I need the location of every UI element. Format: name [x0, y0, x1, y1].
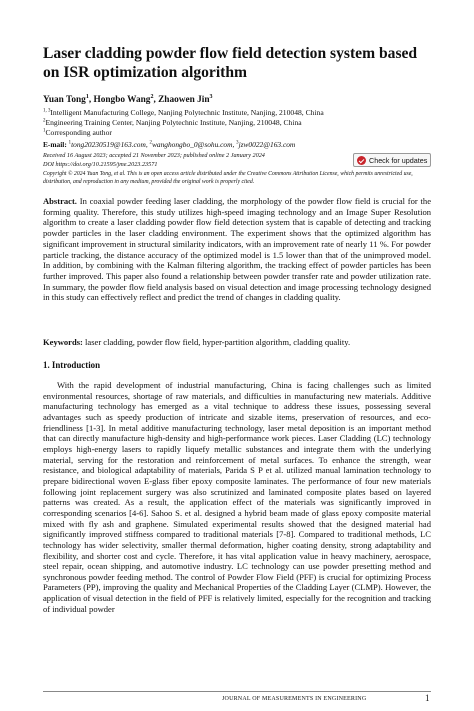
affiliation: $^{1, 3}$Intelligent Manufacturing College, Nanjing Polytechnic Institute, Nanjing, 210048, China — [43, 108, 324, 117]
affiliations — [43, 108, 431, 138]
keywords — [43, 337, 431, 348]
email-link[interactable]: wanghongbo_0@sohu.com, — [151, 140, 235, 149]
email-link[interactable]: tong20230519@163.com, — [71, 140, 148, 149]
abstract-label: Abstract. — [43, 196, 77, 206]
author-name: Yuan Tong — [43, 95, 86, 105]
section-heading: 1. Introduction — [43, 360, 101, 370]
abstract-text: In coaxial powder feeding laser cladding, the morphology of the powder flow field is crucial for the forming quality. Therefore, this study utilizes high-speed imaging technology and an Image Super Resolution algorithm to create a laser cladding powder flow field detection system that is capable of detecting and tracking powder particles in the laser cladding environment. The experiment shows that the optimized algorithm has significant improvement in structural similarity indicators, with an improvement rate of nearly 11 %. For powder particle tracking, the distance accuracy of the optimized model is 1.5 lower than that of the unimproved model. In addition, by combining with the Kalman filtering algorithm, the tracking effect of powder particles has been further improved. This paper also found a relationship between powder transfer rate and powder utilization rate. In summary, the powder flow field analysis based on visual detection and image processing technology designed in this study can effectively reflect and predict the trend of changes in cladding quality. — [43, 196, 431, 303]
doi-link[interactable]: DOI https://doi.org/10.21595/jme.2023.23571 — [43, 160, 158, 168]
publication-dates — [43, 152, 338, 169]
author-sup: 2 — [150, 93, 154, 100]
author-name: Zhaowen Jin — [158, 95, 210, 105]
affiliation: $^2$Engineering Training Center, Nanjing Polytechnic Institute, Nanjing, 210048, China — [43, 118, 302, 127]
email-line: E-mail: $^1$tong20230519@163.com, $^2$wanghongbo_0@sohu.com, $^3$jzw0022@163.com — [43, 140, 296, 149]
author-list: Yuan Tong$^1$, Hongbo Wang$^2$, Zhaowen Jin$^3$ — [43, 93, 213, 105]
author-sup: 1 — [85, 93, 89, 100]
email-label: E-mail: — [43, 140, 67, 149]
author-sup: 3 — [209, 93, 213, 100]
check-updates-icon — [357, 156, 366, 165]
footer-divider — [43, 691, 431, 692]
check-for-updates-button[interactable] — [353, 153, 431, 167]
abstract — [43, 196, 431, 303]
email-link[interactable]: jzw0022@163.com — [238, 140, 296, 149]
introduction-paragraph: With the rapid development of industrial manufacturing, China is facing challenges such as limited environmental resources, shortage of raw materials, and difficulties in manufacturing new materials. Additive manufacturing technology has emerged as a vital technique to address these issues, possessing several advantages such as speedy production of intricate and sizable items, preservation of resources, and eco-friendliness [1-3]. In metal additive manufacturing technology, laser metal deposition is an important method that can directly manufacture high-density and high-performance work pieces. Laser Cladding (LC) technology employs high-energy lasers to rapidly liquefy metallic substances and integrate them with the underlying material, serving for the restoration and reinforcement of metal surfaces. To enhance the strength, wear resistance, and biological adaptability of materials, Parida S P et al. utilized manual lamination technology to prepare bidirectional woven E-glass fiber epoxy composite laminates. The performance of four new materials following joint replacement surgery was also scrutinized and laminated composite plates based on layered patterns was created. As a result, the application effect of the materials was significantly improved in corresponding scenarios [4-6]. Sahoo S. et al. designed a hybrid beam made of glass epoxy composite material mixed with fly ash and graphene. Simulated experimental results showed that the designed material had significantly improved stiffness compared to traditional materials [7-8]. Compared to traditional methods, LC technology has wider selectivity, smaller thermal deformation, higher coating density, strong adaptability and flexibility, and shorter cost and cycle. Therefore, it has vital application value in heavy machinery, aerospace, steel repair, ocean shipping, and automotive industry. LC technology can use powder presetting method and synchronous powder feeding method. The control of Powder Flow Field (PFF) is crucial for optimizing Process Parameters (PP), improving the quality and Mechanical Properties of the Cladding Layer (CLMP). However, the application of visual detection in the field of PFF is relatively limited, especially for the recognition and tracking of individual powder — [43, 380, 431, 614]
received-line: Received 16 August 2023; accepted 21 November 2023; published online 2 January 2024 — [43, 152, 265, 159]
paper-title: Laser cladding powder flow field detection system based on ISR optimization algorithm — [43, 45, 418, 81]
copyright-notice: Copyright © 2024 Yuan Tong, et al. This is an open access article distributed under the Creative Commons Attribution License, which permits unrestricted use, distribution, and reproduction in any medium, provided the original work is properly cited. — [43, 171, 413, 185]
author-name: Hongbo Wang — [93, 95, 151, 105]
check-updates-label: Check for updates — [369, 155, 428, 165]
corresponding-author-note: $^1$Corresponding author — [43, 128, 112, 137]
page-number: 1 — [425, 693, 430, 703]
keywords-label: Keywords: — [43, 337, 83, 347]
journal-name: JOURNAL OF MEASUREMENTS IN ENGINEERING — [222, 696, 367, 702]
keywords-text: laser cladding, powder flow field, hyper-partition algorithm, cladding quality. — [85, 337, 351, 347]
